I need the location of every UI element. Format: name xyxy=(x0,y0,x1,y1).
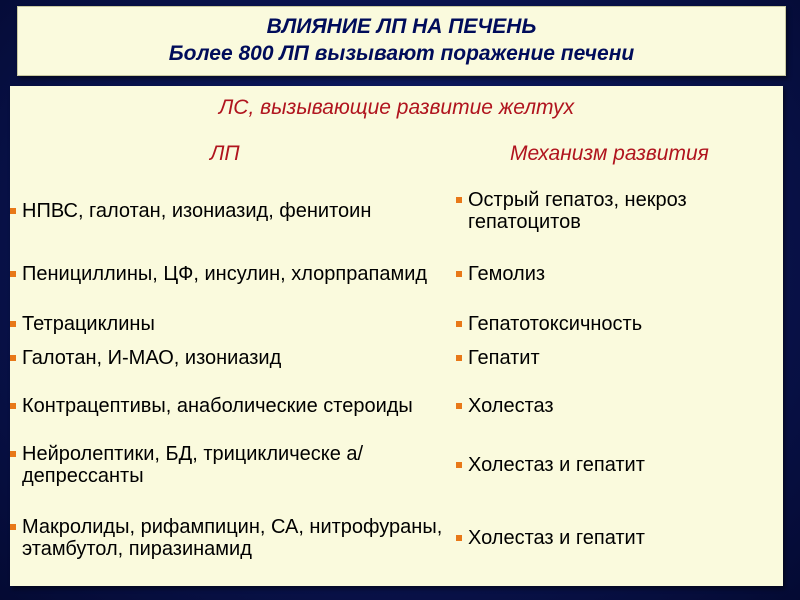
bullet-icon xyxy=(10,403,16,409)
drug-cell xyxy=(10,180,450,242)
bullet-icon xyxy=(456,462,462,468)
table-row xyxy=(10,378,783,434)
column-header-lp: ЛП xyxy=(210,142,240,165)
bullet-icon xyxy=(10,451,16,457)
drug-cell xyxy=(10,308,450,340)
bullet-icon xyxy=(456,271,462,277)
drug-cell xyxy=(10,244,450,304)
drug-cell xyxy=(10,378,450,434)
mechanism-text: Гепатит xyxy=(468,347,540,369)
mechanism-text: Холестаз и гепатит xyxy=(468,454,645,476)
table-row xyxy=(10,436,783,494)
table-row xyxy=(10,498,783,578)
title-panel xyxy=(17,6,786,76)
drug-table xyxy=(10,86,783,586)
drug-text: Контрацептивы, анаболические стероиды xyxy=(22,395,413,417)
mechanism-text: Острый гепатоз, некроз гепатоцитов xyxy=(468,189,687,233)
table-row xyxy=(10,342,783,374)
drug-text: Макролиды, рифампицин, СА, нитрофураны, этамбутол, пиразинамид xyxy=(22,516,443,560)
drug-text: Тетрациклины xyxy=(22,313,155,335)
drug-cell xyxy=(10,436,450,494)
drug-text: Нейролептики, БД, трициклическе а/депрессанты xyxy=(22,443,364,487)
mechanism-cell xyxy=(456,342,776,374)
table-row xyxy=(10,308,783,340)
mechanism-cell xyxy=(456,244,776,304)
bullet-icon xyxy=(456,197,462,203)
table-subheader: ЛС, вызывающие развитие желтух xyxy=(218,96,575,119)
table-row xyxy=(10,244,783,304)
bullet-icon xyxy=(456,535,462,541)
mechanism-text: Гемолиз xyxy=(468,263,546,285)
bullet-icon xyxy=(456,355,462,361)
table-row xyxy=(10,180,783,242)
slide-subtitle: Более 800 ЛП вызывают поражение печени xyxy=(168,42,635,65)
mechanism-cell xyxy=(456,180,776,242)
slide-title: ВЛИЯНИЕ ЛП НА ПЕЧЕНЬ xyxy=(266,15,537,38)
mechanism-cell xyxy=(456,308,776,340)
bullet-icon xyxy=(10,524,16,530)
bullet-icon xyxy=(10,208,16,214)
mechanism-cell xyxy=(456,378,776,434)
drug-cell xyxy=(10,342,450,374)
drug-text: Галотан, И-МАО, изониазид xyxy=(22,347,282,369)
drug-text: НПВС, галотан, изониазид, фенитоин xyxy=(22,200,372,222)
mechanism-cell xyxy=(456,498,776,578)
column-header-mechanism: Механизм развития xyxy=(510,142,709,165)
bullet-icon xyxy=(10,321,16,327)
bullet-icon xyxy=(10,355,16,361)
bullet-icon xyxy=(456,403,462,409)
mechanism-text: Гепатотоксичность xyxy=(468,313,643,335)
drug-cell xyxy=(10,498,450,578)
drug-text: Пенициллины, ЦФ, инсулин, хлорпрапамид xyxy=(22,263,428,285)
mechanism-text: Холестаз и гепатит xyxy=(468,527,645,549)
bullet-icon xyxy=(456,321,462,327)
mechanism-text: Холестаз xyxy=(468,395,554,417)
bullet-icon xyxy=(10,271,16,277)
mechanism-cell xyxy=(456,436,776,494)
